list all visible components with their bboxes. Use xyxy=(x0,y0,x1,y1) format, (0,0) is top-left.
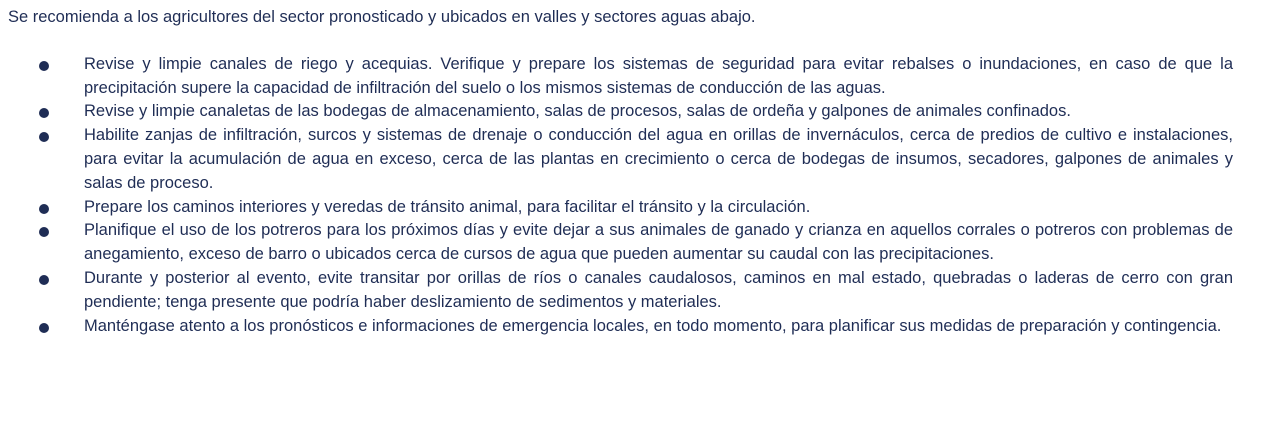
list-item-text: Manténgase atento a los pronósticos e informaciones de emergencia locales, en todo momento, para planificar sus medidas de preparación y contingencia. xyxy=(84,316,1222,335)
list-item-text: Revise y limpie canaletas de las bodegas de almacenamiento, salas de procesos, salas de ordeña y galpones de animales confinados. xyxy=(84,102,1071,121)
list-item xyxy=(8,267,1233,315)
bullet-icon xyxy=(39,108,49,118)
bullet-icon xyxy=(39,132,49,142)
bullet-icon xyxy=(39,323,49,333)
list-item xyxy=(8,196,1233,220)
list-item-text: Habilite zanjas de infiltración, surcos y sistemas de drenaje o conducción del agua en orillas de invernáculos, cerca de predios de cultivo e instalaciones, para evitar la acumulación de agua en exceso, cerca de las plantas en crecimiento o cerca de bodegas de insumos, secadores, galpones de animales y salas de proceso. xyxy=(84,126,1233,192)
list-item-text: Revise y limpie canales de riego y acequias. Verifique y prepare los sistemas de seguridad para evitar rebalses o inundaciones, en caso de que la precipitación supere la capacidad de infiltración del suelo o los mismos sistemas de conducción de las aguas. xyxy=(84,54,1233,97)
bullet-icon xyxy=(39,227,49,237)
list-item-text: Prepare los caminos interiores y veredas de tránsito animal, para facilitar el tránsito y la circulación. xyxy=(84,197,811,216)
list-item-text: Durante y posterior al evento, evite transitar por orillas de ríos o canales caudalosos, caminos en mal estado, quebradas o laderas de cerro con gran pendiente; tenga presente que podría haber deslizamiento de sedimentos y materiales. xyxy=(84,268,1233,311)
list-item xyxy=(8,315,1233,339)
list-item xyxy=(8,219,1233,267)
list-item xyxy=(8,100,1233,124)
bullet-icon xyxy=(39,61,49,71)
bullet-icon xyxy=(39,204,49,214)
bullet-icon xyxy=(39,275,49,285)
list-item-text: Planifique el uso de los potreros para los próximos días y evite dejar a sus animales de ganado y crianza en aquellos corrales o potreros con problemas de anegamiento, exceso de barro o ubicados cerca de cursos de agua que pueden aumentar su caudal con las precipitaciones. xyxy=(84,221,1233,264)
recommendation-list xyxy=(8,53,1233,339)
list-item xyxy=(8,124,1233,195)
list-item xyxy=(8,53,1233,101)
intro-paragraph: Se recomienda a los agricultores del sector pronosticado y ubicados en valles y sectores aguas abajo. xyxy=(8,8,756,26)
